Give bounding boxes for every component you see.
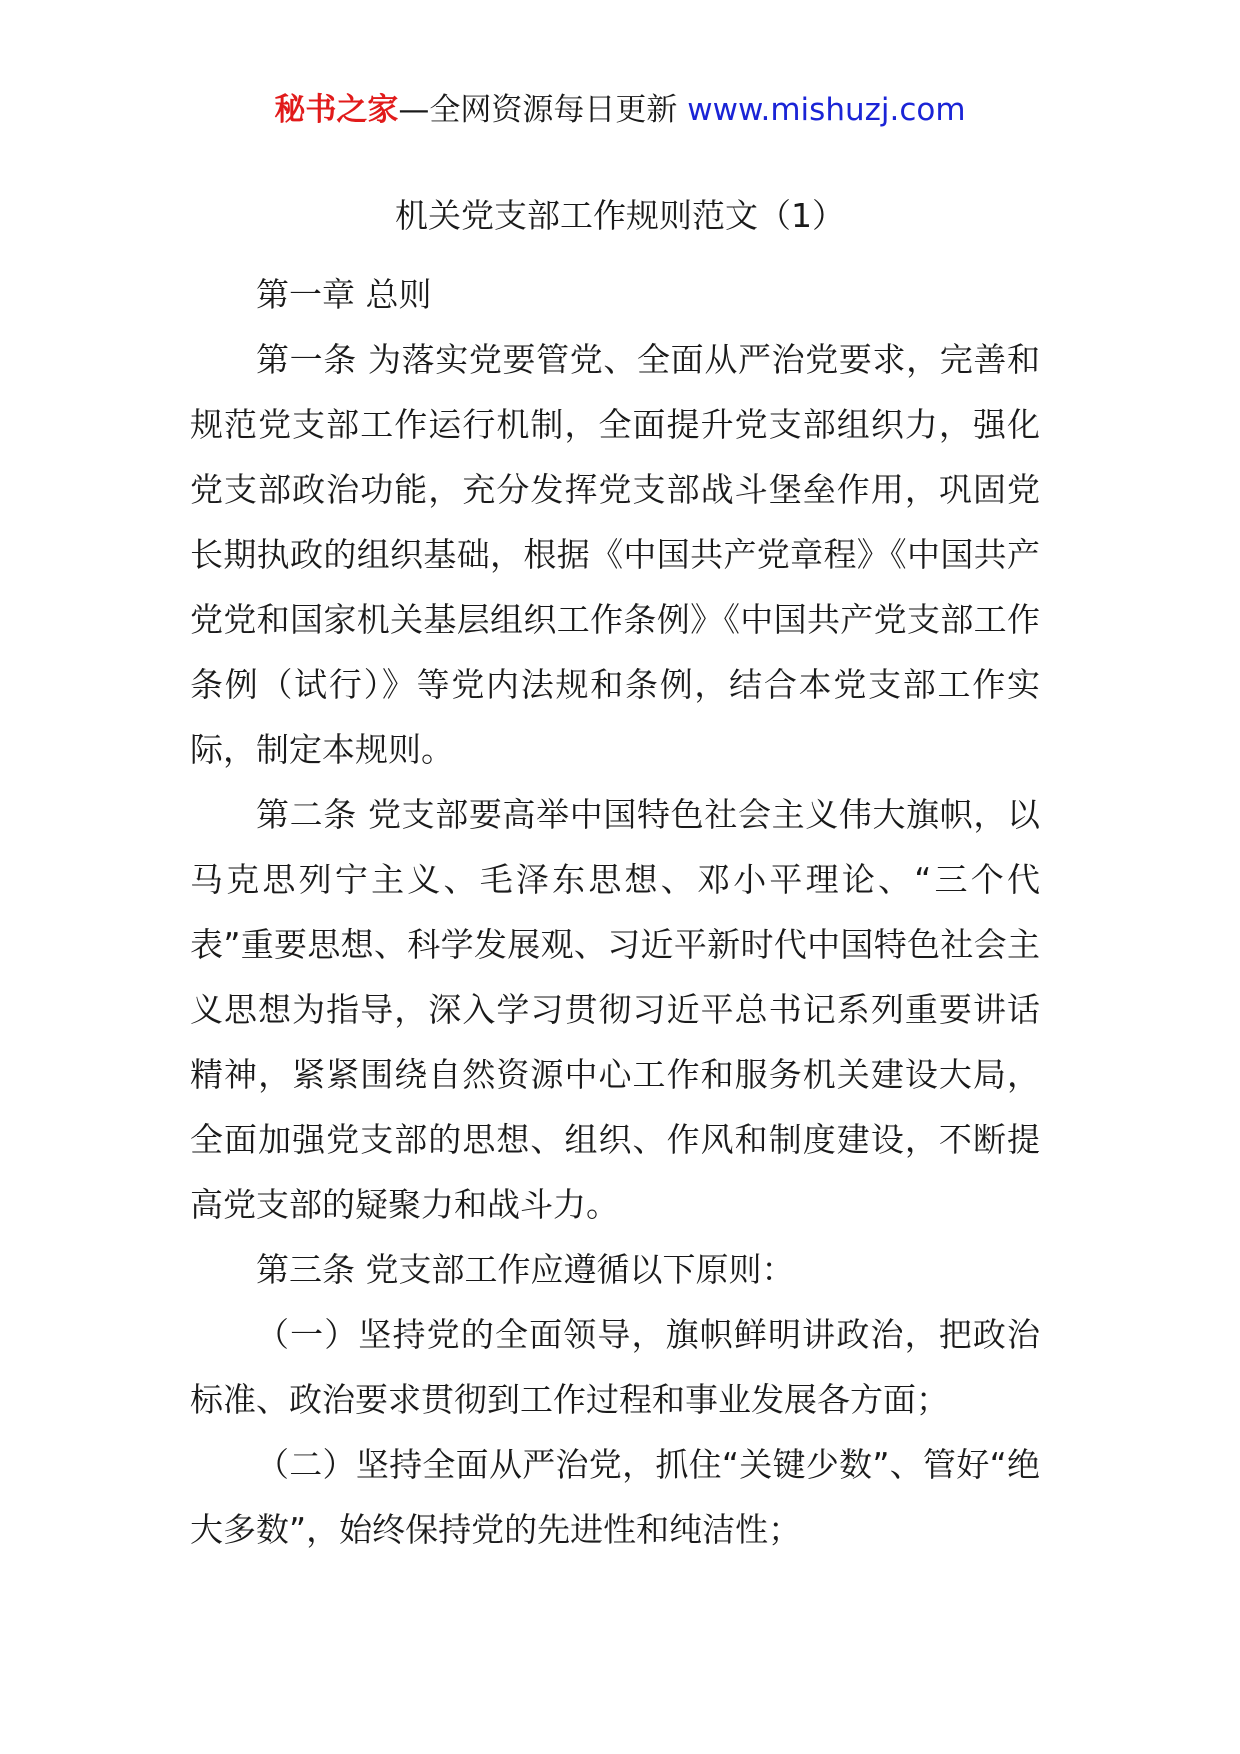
site-url-link[interactable]: www.mishuzj.com bbox=[687, 92, 966, 128]
article-3-paragraph: 第三条 党支部工作应遵循以下原则： bbox=[256, 1250, 795, 1289]
article-2-paragraph: 第二条 党支部要高举中国特色社会主义伟大旗帜，以马克思列宁主义、毛泽东思想、邓小平理论、“三个代表”重要思想、科学发展观、习近平新时代中国特色社会主义思想为指导，深入学习贯彻习近平总书记系列重要讲话精神，紧紧围绕自然资源中心工作和服务机关建设大局，全面加强党支部的思想、组织、作风和制度建设，不断提高党支部的疑聚力和战斗力。 bbox=[190, 795, 1040, 1224]
chapter-heading: 第一章 总则 bbox=[256, 275, 432, 314]
principle-1-paragraph: （一）坚持党的全面领导，旗帜鲜明讲政治，把政治标准、政治要求贯彻到工作过程和事业发展各方面； bbox=[190, 1315, 1040, 1419]
document-title: 机关党支部工作规则范文（1） bbox=[395, 196, 845, 235]
document-body bbox=[190, 262, 1040, 1562]
header-tagline: —全网资源每日更新 bbox=[398, 92, 678, 128]
brand-name: 秘书之家 bbox=[274, 92, 399, 128]
site-header bbox=[0, 80, 1240, 140]
article-1-paragraph: 第一条 为落实党要管党、全面从严治党要求，完善和规范党支部工作运行机制，全面提升党支部组织力，强化党支部政治功能，充分发挥党支部战斗堡垒作用，巩固党长期执政的组织基础，根据《中国共产党章程》《中国共产党党和国家机关基层组织工作条例》《中国共产党支部工作条例（试行）》等党内法规和条例，结合本党支部工作实际，制定本规则。 bbox=[190, 340, 1040, 769]
principle-2-paragraph: （二）坚持全面从严治党，抓住“关键少数”、管好“绝大多数”，始终保持党的先进性和纯洁性； bbox=[190, 1445, 1040, 1549]
